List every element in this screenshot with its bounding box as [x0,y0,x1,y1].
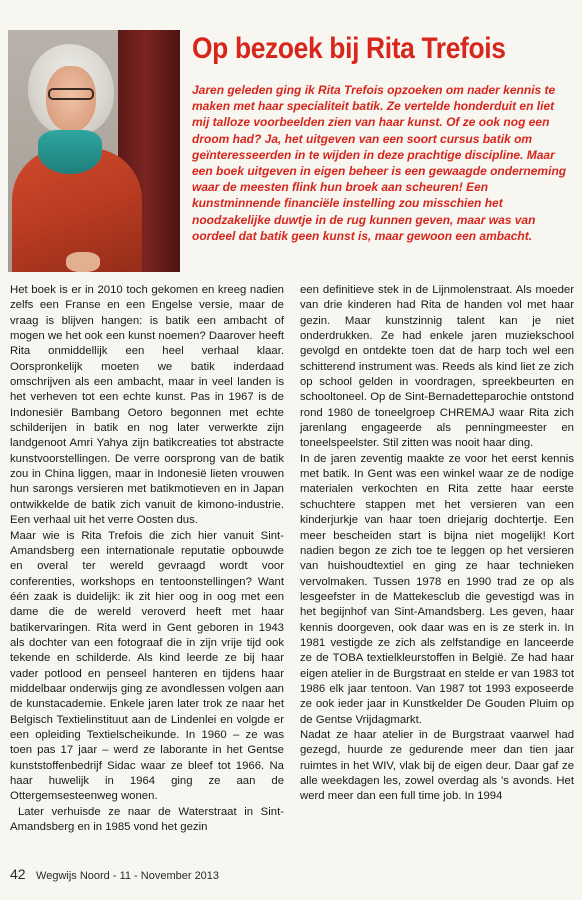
left-paragraph-3: Later verhuisde ze naar de Waterstraat in Sint-Amandsberg en in 1985 vond het gezin [10,805,284,834]
page-number: 42 [10,866,26,882]
right-paragraph-1: een definitieve stek in de Lijnmolenstraat. Als moeder van drie kinderen had Rita de handen vol met haar gezin. Maar kunstzinnig talent kan je niet onderdrukken. Ze had enkele jaren muziekschool gevolgd en ontdekte toen dat de harp toch wel een schitterend instrument was. Reeds als kind liet ze zich op school gelden in voordragen, spreekbeurten en schooltoneel. Op de Sint-Bernadetteparochie ontstond rond 1980 de toneelgroep CHREMAJ waar Rita zich jarenlang engageerde als penningmeester en toneelspeelster. Stil zitten was nooit haar ding. [300,284,574,450]
left-paragraph-2: Maar wie is Rita Trefois die zich hier vanuit Sint-Amandsberg een internationale reputatie opbouwde en overal ter wereld gevraagd wordt voor conferenties, workshops en tentoonstellingen? Want één zaak is duidelijk: ik zit hier oog in oog met een dame die de wereld veroverd heeft met haar batikervaringen. Rita werd in Gent geboren in 1943 als dochter van een fotograaf die in zijn vrije tijd ook tekende en schilderde. Als kind leerde ze bij haar vader potlood en penseel hanteren en tijdens haar middelbaar onderwijs ging ze avondlessen volgen aan de kunstacademie. Enkele jaren later trok ze naar het Belgisch Textielinstituut aan de Lindenlei en volgde er een opleiding Textielscheikunde. In 1960 – ze was toen pas 17 jaar – werd ze laborante in het Gentse kunststoffenbedrijf Sidac waar ze bleef tot 1966. Na haar huwelijk in 1964 ging ze aan de Ottergemsesteenweg wonen. [10,529,284,803]
publication-info: Wegwijs Noord - 11 - November 2013 [36,870,220,882]
page-footer [10,866,310,884]
left-paragraph-1: Het boek is er in 2010 toch gekomen en kreeg nadien zelfs een Franse en een Engelse versie, maar de vraag is blijven hangen: is batik een ambacht of mogen we het ook een kunst noemen? Daarover heeft Rita onmiddellijk een heel verhaal klaar. Oorspronkelijk moeten we batik inderdaad omschrijven als een ambacht, maar in veel landen is het verheven tot een echte kunst. Pas in 1967 is de Indonesiër Bambang Oetoro begonnen met echte schilderijen in batik en nog later verwerkte zijn landgenoot Amri Yahya zijn batikcreaties tot abstracte kunstvoorstellingen. De verre oorsprong van de batik zou in China liggen, maar in Indonesië lieten vrouwen hun sarongs versieren met batikmotieven en in Japan ontwikkelde de batik zich vanuit de kimono-industrie. Een verhaal uit het verre Oosten dus. [10,284,284,527]
photo-scarf [38,130,102,174]
left-column [10,283,284,835]
photo-hands [66,252,100,272]
article-title: Op bezoek bij Rita Trefois [192,32,506,65]
right-paragraph-2: In de jaren zeventig maakte ze voor het eerst kennis met batik. In Gent was een winkel waar ze de nodige materialen verkochten en Rita zette haar eerste schuchtere stappen met het versieren van een kinderjurkje van haar toen driejarig dochtertje. Een meer bescheiden start is bijna niet mogelijk! Kort nadien begon ze zich toe te leggen op het versieren van huishoudtextiel en ging ze haar technieken vervolmaken. Tussen 1978 en 1990 trad ze op als lesgeefster in de Mattekesclub die gevestigd was in het begijnhof van Sint-Amandsberg. Les geven, haar kennis doorgeven, ook daar was en is ze sterk in. In 1981 vestigde ze zich als zelfstandige en lanceerde ze de TOBA textielkleurstoffen in België. Ze had haar eigen atelier in de Burgstraat en stelde er van 1983 tot 1986 elk jaar tentoon. Van 1987 tot 1993 exposeerde ze ook ieder jaar in Kunstkelder De Gouden Pluim op de Gentse Vrijdagmarkt. [300,452,574,726]
right-column [300,283,574,805]
photo-glasses [48,88,94,100]
article-intro: Jaren geleden ging ik Rita Trefois opzoeken om nader kennis te maken met haar specialiteit batik. Ze vertelde honderduit en liet mij talloze voorbeelden zien van haar kunst. Of ze ook nog een droom had? Ja, het uitgeven van een soort cursus batik om geïnteresseerden in te wijden in deze prachtige discipline. Maar een boek uitgeven in eigen beheer is een gewaagde onderneming waar de meesten flink hun broek aan scheuren! Een kunstminnende financiële instelling zou misschien het noodzakelijke duwtje in de rug kunnen geven, maar was van oordeel dat batik geen kunst is, maar gewoon een ambacht. [192,83,567,243]
portrait-photo-icon [8,30,180,272]
right-paragraph-3: Nadat ze haar atelier in de Burgstraat vaarwel had gezegd, huurde ze gedurende meer dan tien jaar ruimtes in het WIV, vlak bij de eigen deur. Daar gaf ze alle weekdagen les, zowel overdag als ’s avonds. Het werd meer dan een full time job. In 1994 [300,728,574,803]
